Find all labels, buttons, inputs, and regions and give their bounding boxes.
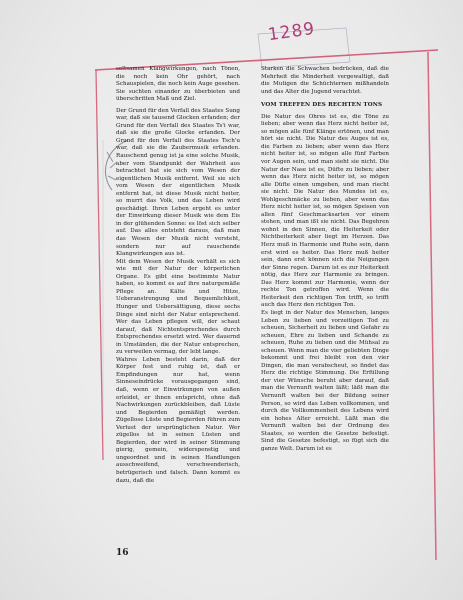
left-text-column [116,66,240,485]
right-paragraph-continued: Starken die Schwachen bedrücken, daß die Mehrheit die Minderheit vergewaltigt, daß die Mutigen die Schüchternen mißhandeln und das Alter die Jugend verachtet. [261,66,389,95]
right-paragraph-1: Die Natur des Ohres ist es, die Töne zu lieben; aber wenn das Herz nicht heiter ist, so mögen alle fünf Klänge ertönen, und man hört sie nicht. Die Natur des Auges ist es, die Farben zu lieben; aber wenn das Herz nicht heiter ist, so mögen alle fünf Farben vor Augen sein, und man sieht sie nicht. Die Natur der Nase ist es, Düfte zu lieben; aber wenn das Herz nicht heiter ist, so mögen alle Düfte einen umgeben, und man riecht sie nicht. Die Natur des Mundes ist es, Wohlgeschmäcke zu lieben, aber wenn das Herz nicht heiter ist, so mögen Speisen von allen fünf Geschmacksarten vor einem stehen, und man ißt sie nicht. Das Begehren wohnt in den Sinnen, die Heiterkeit oder Nichtheiterkeit aber liegt im Herzen. Das Herz muß in Harmonie und Ruhe sein, dann erst wird es heiter. Das Herz muß heiter sein, dann erst können sich die Neigungen der Sinne regen. Darum ist es zur Heiterkeit nötig, das Herz zur Harmonie zu bringen. Das Herz kommt zur Harmonie, wenn der rechte Ton getroffen wird. Wenn die Heiterkeit den richtigen Ton trifft, so trifft auch das Herz den richtigen Ton. [261,113,389,309]
left-paragraph-3: Mit dem Wesen der Musik verhält es sich wie mit der Natur der körperlichen Organe. Es gibt eine bestimmte Natur haben, so kommt es auf ihre naturgemäße Pflege an. Kälte und Hitze, Ueberanstrengung und Bequemlichkeit, Hunger und Uebersättigung, diese sechs Dinge sind nicht der Natur entsprechend. Wer das Leben pflegen will, der schaut darauf, daß Nichtentsprechendes durch Entsprechendes ersetzt wird. Wer dauernd in Umständen, die der Natur entsprechen, zu verweilen vermag, der lebt lange. [116,258,240,356]
handwritten-catalog-number: 1289 [266,18,317,46]
left-paragraph-4: Wahres Leben besteht darin, daß der Körper fest und ruhig ist, daß er Empfindungen nur hat, wenn Sinneseindrücke vorausgegangen sind, daß, wenn er Einwirkungen von außen erleidet, er ihnen entspricht, ohne daß Nachwirkungen zurückbleiben, daß Lüste und Begierden gemäßigt werden. Zügellose Lüste und Begierden führen zum Verlust der ursprünglichen Natur. Wer zügellos ist in seinen Lüsten und Begierden, der wird in seiner Stimmung gierig, gemein, widerspenstig und ungeordnet und in seinen Handlungen ausschweifend, verschwenderisch, betrügerisch und falsch. Dann kommt es dazu, daß die [116,356,240,484]
red-marker-left-line [96,70,103,460]
left-paragraph-1: seltsamen Klangwirkungen, nach Tönen, die noch kein Ohr gehört, nach Schauspielen, die noch kein Auge gesehen. Sie suchten einander zu überbieten und überschritten Maß und Ziel. [116,66,240,103]
right-paragraph-2: Es liegt in der Natur des Menschen, langes Leben zu lieben und vorzeitigen Tod zu scheuen, Sicherheit zu lieben und Gefahr zu scheuen, Ehre zu lieben und Schande zu scheuen, Ruhe zu lieben und die Mühsal zu scheuen. Wenn man die vier geliebten Dinge bekommt und frei bleibt von den vier Dingen, die man verabscheut, so findet das Herz die richtige Stimmung. Die Erfüllung der vier Wünsche beruht aber darauf, daß man die Vernunft walten läßt; läßt man die Vernunft walten bei der Bildung seiner Person, so wird das Leben vollkommen, und durch die Vollkommenheit des Lebens wird ein hohes Alter erreicht. Läßt man die Vernunft walten bei der Ordnung des Staates, so werden die Gesetze befestigt. Sind die Gesetze befestigt, so fügt sich die ganze Welt. Darum ist es [261,309,389,452]
right-text-column [261,66,389,453]
red-marker-right-line [428,52,436,560]
left-paragraph-2: Der Grund für den Verfall des Staates Sung war, daß sie tausend Glocken erfanden; der Grund für den Verfall des Staates Ts'i war, daß sie die große Glocke erfanden. Der Grund für den Verfall des Staates Tsch'u war, daß sie die Zaubermusik erfanden. Rauschend genug ist ja eine solche Musik, aber vom Standpunkt der Wahrheit aus betrachtet hat sie sich vom Wesen der eigentlichen Musik entfernt. Weil sie sich vom Wesen der eigentlichen Musik entfernt hat, ist diese Musik nicht heiter, so murrt das Volk, und das Leben wird geschädigt. Ihren Leben ergeht es unter der Einwirkung dieser Musik wie dem Eis in der glühenden Sonne: es löst sich selber auf. Das alles entsteht daraus, daß man das Wesen der Musik nicht versteht, sondern nur auf rauschende Klangwirkungen aus ist. [116,107,240,258]
section-heading: VOM TREFFEN DES RECHTEN TONS [261,102,383,109]
page-number: 16 [116,548,129,558]
